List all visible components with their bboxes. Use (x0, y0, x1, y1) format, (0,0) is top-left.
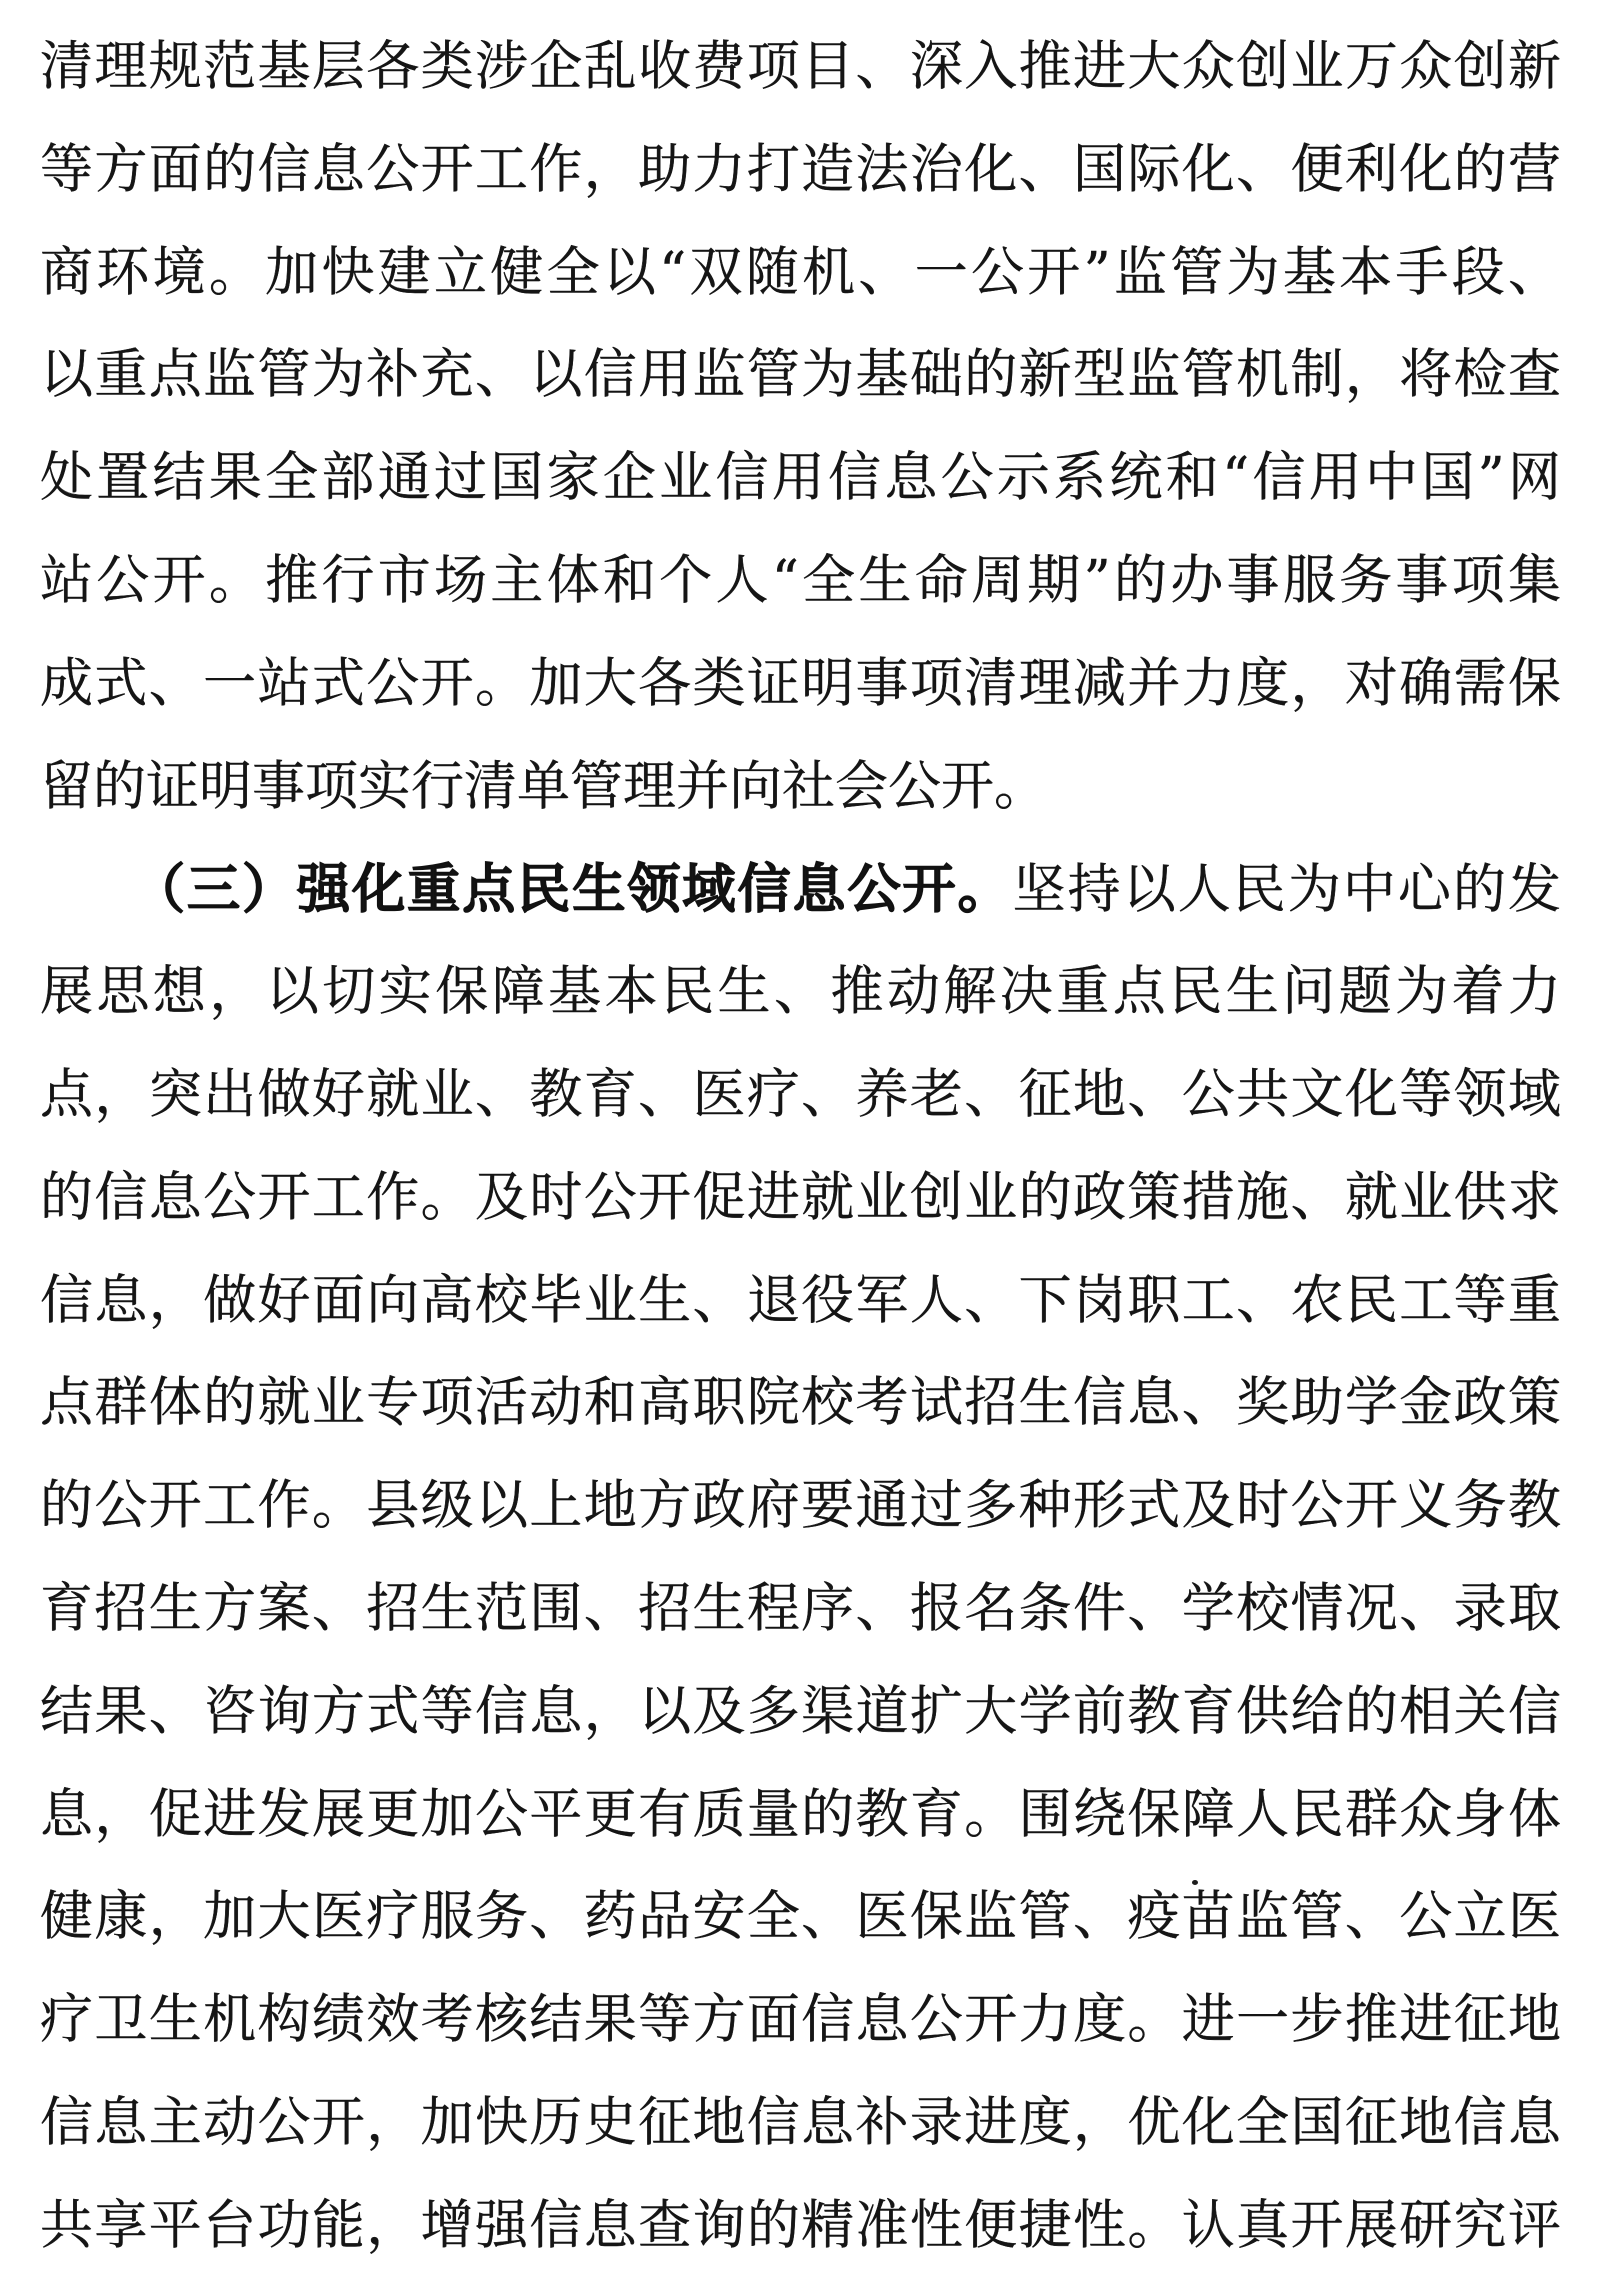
section-heading-line (40, 838, 1561, 941)
section-heading-rest: 坚持以人民为中心的发 (1012, 859, 1562, 921)
text-line: 的信息公开工作。及时公开促进就业创业的政策措施、就业供求 (40, 1166, 1561, 1228)
text-line: 点群体的就业专项活动和高职院校考试招生信息、奖助学金政策 (40, 1372, 1561, 1434)
paragraph-end-line: 留的证明事项实行清单管理并向社会公开。 (40, 755, 1047, 817)
text-line: 处置结果全部通过国家企业信用信息公示系统和“信用中国”网 (40, 447, 1561, 509)
text-line: 共享平台功能，增强信息查询的精准性便捷性。认真开展研究评 (40, 2194, 1561, 2256)
text-line: 结果、咨询方式等信息，以及多渠道扩大学前教育供给的相关信 (40, 1680, 1561, 1742)
text-line: 信息主动公开，加快历史征地信息补录进度，优化全国征地信息 (40, 2091, 1561, 2153)
text-line: 站公开。推行市场主体和个人“全生命周期”的办事服务事项集 (40, 549, 1561, 611)
text-line: 健康，加大医疗服务、药品安全、医保监管、疫苗监管、公立医 (40, 1886, 1561, 1948)
text-line: 以重点监管为补充、以信用监管为基础的新型监管机制，将检查 (40, 344, 1561, 406)
section-heading: （三）强化重点民生领域信息公开。 (132, 858, 1013, 921)
text-line: 育招生方案、招生范围、招生程序、报名条件、学校情况、录取 (40, 1577, 1561, 1639)
scan-ink-speck (1192, 1880, 1198, 1885)
text-line: 清理规范基层各类涉企乱收费项目、深入推进大众创业万众创新 (40, 36, 1561, 97)
text-line: 展思想，以切实保障基本民生、推动解决重点民生问题为着力 (40, 961, 1561, 1023)
text-line: 成式、一站式公开。加大各类证明事项清理减并力度，对确需保 (40, 652, 1561, 714)
text-block (40, 16, 1561, 2278)
text-line: 的公开工作。县级以上地方政府要通过多种形式及时公开义务教 (40, 1475, 1561, 1537)
text-line: 疗卫生机构绩效考核结果等方面信息公开力度。进一步推进征地 (40, 1989, 1561, 2051)
text-line: 息，促进发展更加公平更有质量的教育。围绕保障人民群众身体 (40, 1783, 1561, 1845)
text-line: 点，突出做好就业、教育、医疗、养老、征地、公共文化等领域 (40, 1063, 1561, 1125)
text-line: 信息，做好面向高校毕业生、退役军人、下岗职工、农民工等重 (40, 1269, 1561, 1331)
text-line: 商环境。加快建立健全以“双随机、一公开”监管为基本手段、 (40, 241, 1561, 303)
text-line: 等方面的信息公开工作，助力打造法治化、国际化、便利化的营 (40, 138, 1561, 200)
